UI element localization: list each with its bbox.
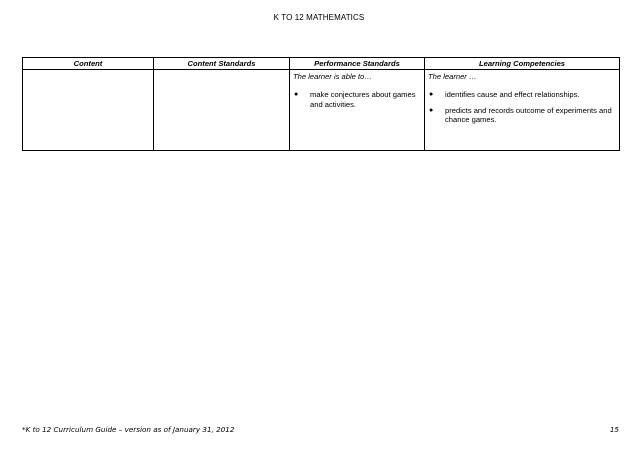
column-header-performance-standards: Performance Standards <box>290 58 425 70</box>
performance-standards-intro: The learner is able to… <box>293 72 372 81</box>
cell-performance-standards <box>290 70 425 151</box>
column-header-content: Content <box>23 58 154 70</box>
performance-standards-list <box>290 90 424 109</box>
bullet-icon: ● <box>429 106 434 114</box>
learning-competencies-list <box>425 90 619 125</box>
list-item-text: make conjectures about games and activities. <box>310 90 416 109</box>
curriculum-table <box>22 57 620 151</box>
list-item-text: identifies cause and effect relationships. <box>445 90 580 99</box>
table-row <box>23 70 620 151</box>
column-header-content-standards: Content Standards <box>154 58 290 70</box>
column-header-learning-competencies: Learning Competencies <box>425 58 620 70</box>
cell-learning-competencies <box>425 70 620 151</box>
list-item-text: predicts and records outcome of experiments and chance games. <box>445 105 612 124</box>
list-item <box>425 90 619 100</box>
footer-note: *K to 12 Curriculum Guide – version as of January 31, 2012 <box>22 425 235 434</box>
cell-content-standards <box>154 70 290 151</box>
bullet-icon: ● <box>294 91 299 98</box>
page-header: K TO 12 MATHEMATICS <box>273 13 365 22</box>
table-header-row <box>23 58 620 70</box>
list-item <box>425 106 619 125</box>
list-item <box>290 90 424 109</box>
cell-content <box>23 70 154 151</box>
bullet-icon: ● <box>429 91 434 98</box>
page-number: 15 <box>609 425 619 434</box>
learning-competencies-intro: The learner … <box>428 72 477 81</box>
